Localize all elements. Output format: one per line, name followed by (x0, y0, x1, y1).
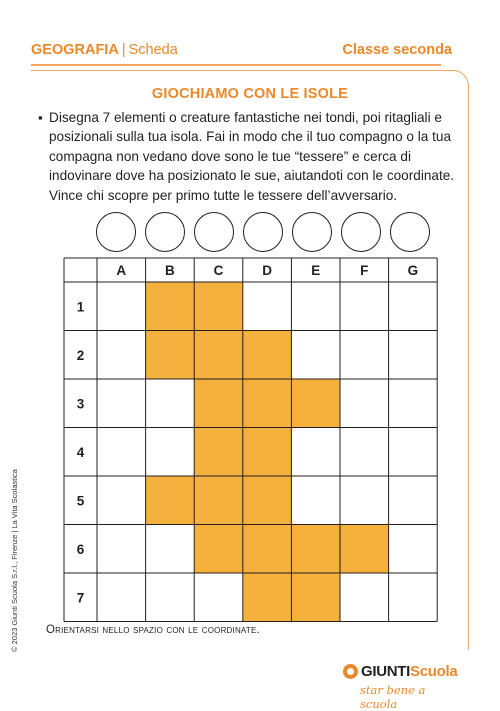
section-label: Scheda (128, 42, 178, 58)
island-cell-C2 (194, 331, 243, 380)
island-cell-E3 (291, 379, 340, 428)
island-cell-C1 (194, 282, 243, 331)
island-cell-C3 (194, 379, 243, 428)
island-cell-D7 (243, 573, 292, 622)
island-cell-D4 (243, 428, 292, 477)
giunti-scuola-logo (343, 663, 463, 711)
row-header-2: 2 (76, 347, 85, 363)
island-cell-C5 (194, 476, 243, 525)
logo-mark-icon (343, 664, 358, 679)
logo-brand-part2: Scuola (410, 663, 458, 680)
island-cell-C4 (194, 428, 243, 477)
island-cell-E7 (291, 573, 340, 622)
island-cell-D5 (243, 476, 292, 525)
island-cell-E6 (291, 525, 340, 574)
header-separator: | (121, 42, 126, 58)
column-header-G: G (407, 263, 419, 278)
logo-wordmark (361, 663, 457, 680)
island-cell-D2 (243, 331, 292, 380)
column-header-C: C (213, 263, 224, 278)
column-header-A: A (116, 263, 127, 278)
column-header-F: F (360, 263, 369, 278)
copyright-notice: © 2023 Giunti Scuola S.r.l., Firenze | La Vita Scolastica (10, 469, 19, 652)
island-cell-C6 (194, 525, 243, 574)
page-title: GIOCHIAMO CON LE ISOLE (151, 86, 349, 102)
row-header-7: 7 (76, 590, 85, 606)
row-header-4: 4 (76, 444, 85, 460)
island-cell-B2 (146, 331, 195, 380)
row-header-1: 1 (76, 299, 85, 315)
grade-label: Classe seconda (342, 42, 452, 58)
row-header-6: 6 (76, 541, 85, 557)
logo-brand-part1: GIUNTI (361, 663, 411, 680)
island-cell-F6 (340, 525, 389, 574)
column-header-B: B (165, 263, 175, 278)
caption: Orientarsi nello spazio con le coordinate. (46, 624, 260, 636)
instructions-text: Disegna 7 elementi o creature fantastiche nei tondi, poi ritagliali e posizionali sulla tua isola. Fai in modo che il tuo compagno o la tua compagna non vedano dove sono le tue “tessere” e cerca di indovinare dove ha posizionato le sue, aiutandoti con le coordinate. Vince chi scopre per primo tutte le tessere dell’avversario. (49, 110, 455, 203)
island-cell-B5 (146, 476, 195, 525)
island-cell-B1 (146, 282, 195, 331)
bullet-icon: ▪ (38, 110, 43, 125)
island-cell-D3 (243, 379, 292, 428)
row-header-5: 5 (76, 493, 85, 509)
subject-label: GEOGRAFIA (31, 42, 119, 58)
island-cell-D6 (243, 525, 292, 574)
row-header-3: 3 (76, 396, 85, 412)
column-header-D: D (262, 263, 272, 278)
column-header-E: E (311, 263, 321, 278)
logo-tagline: star bene a scuola (360, 683, 426, 711)
